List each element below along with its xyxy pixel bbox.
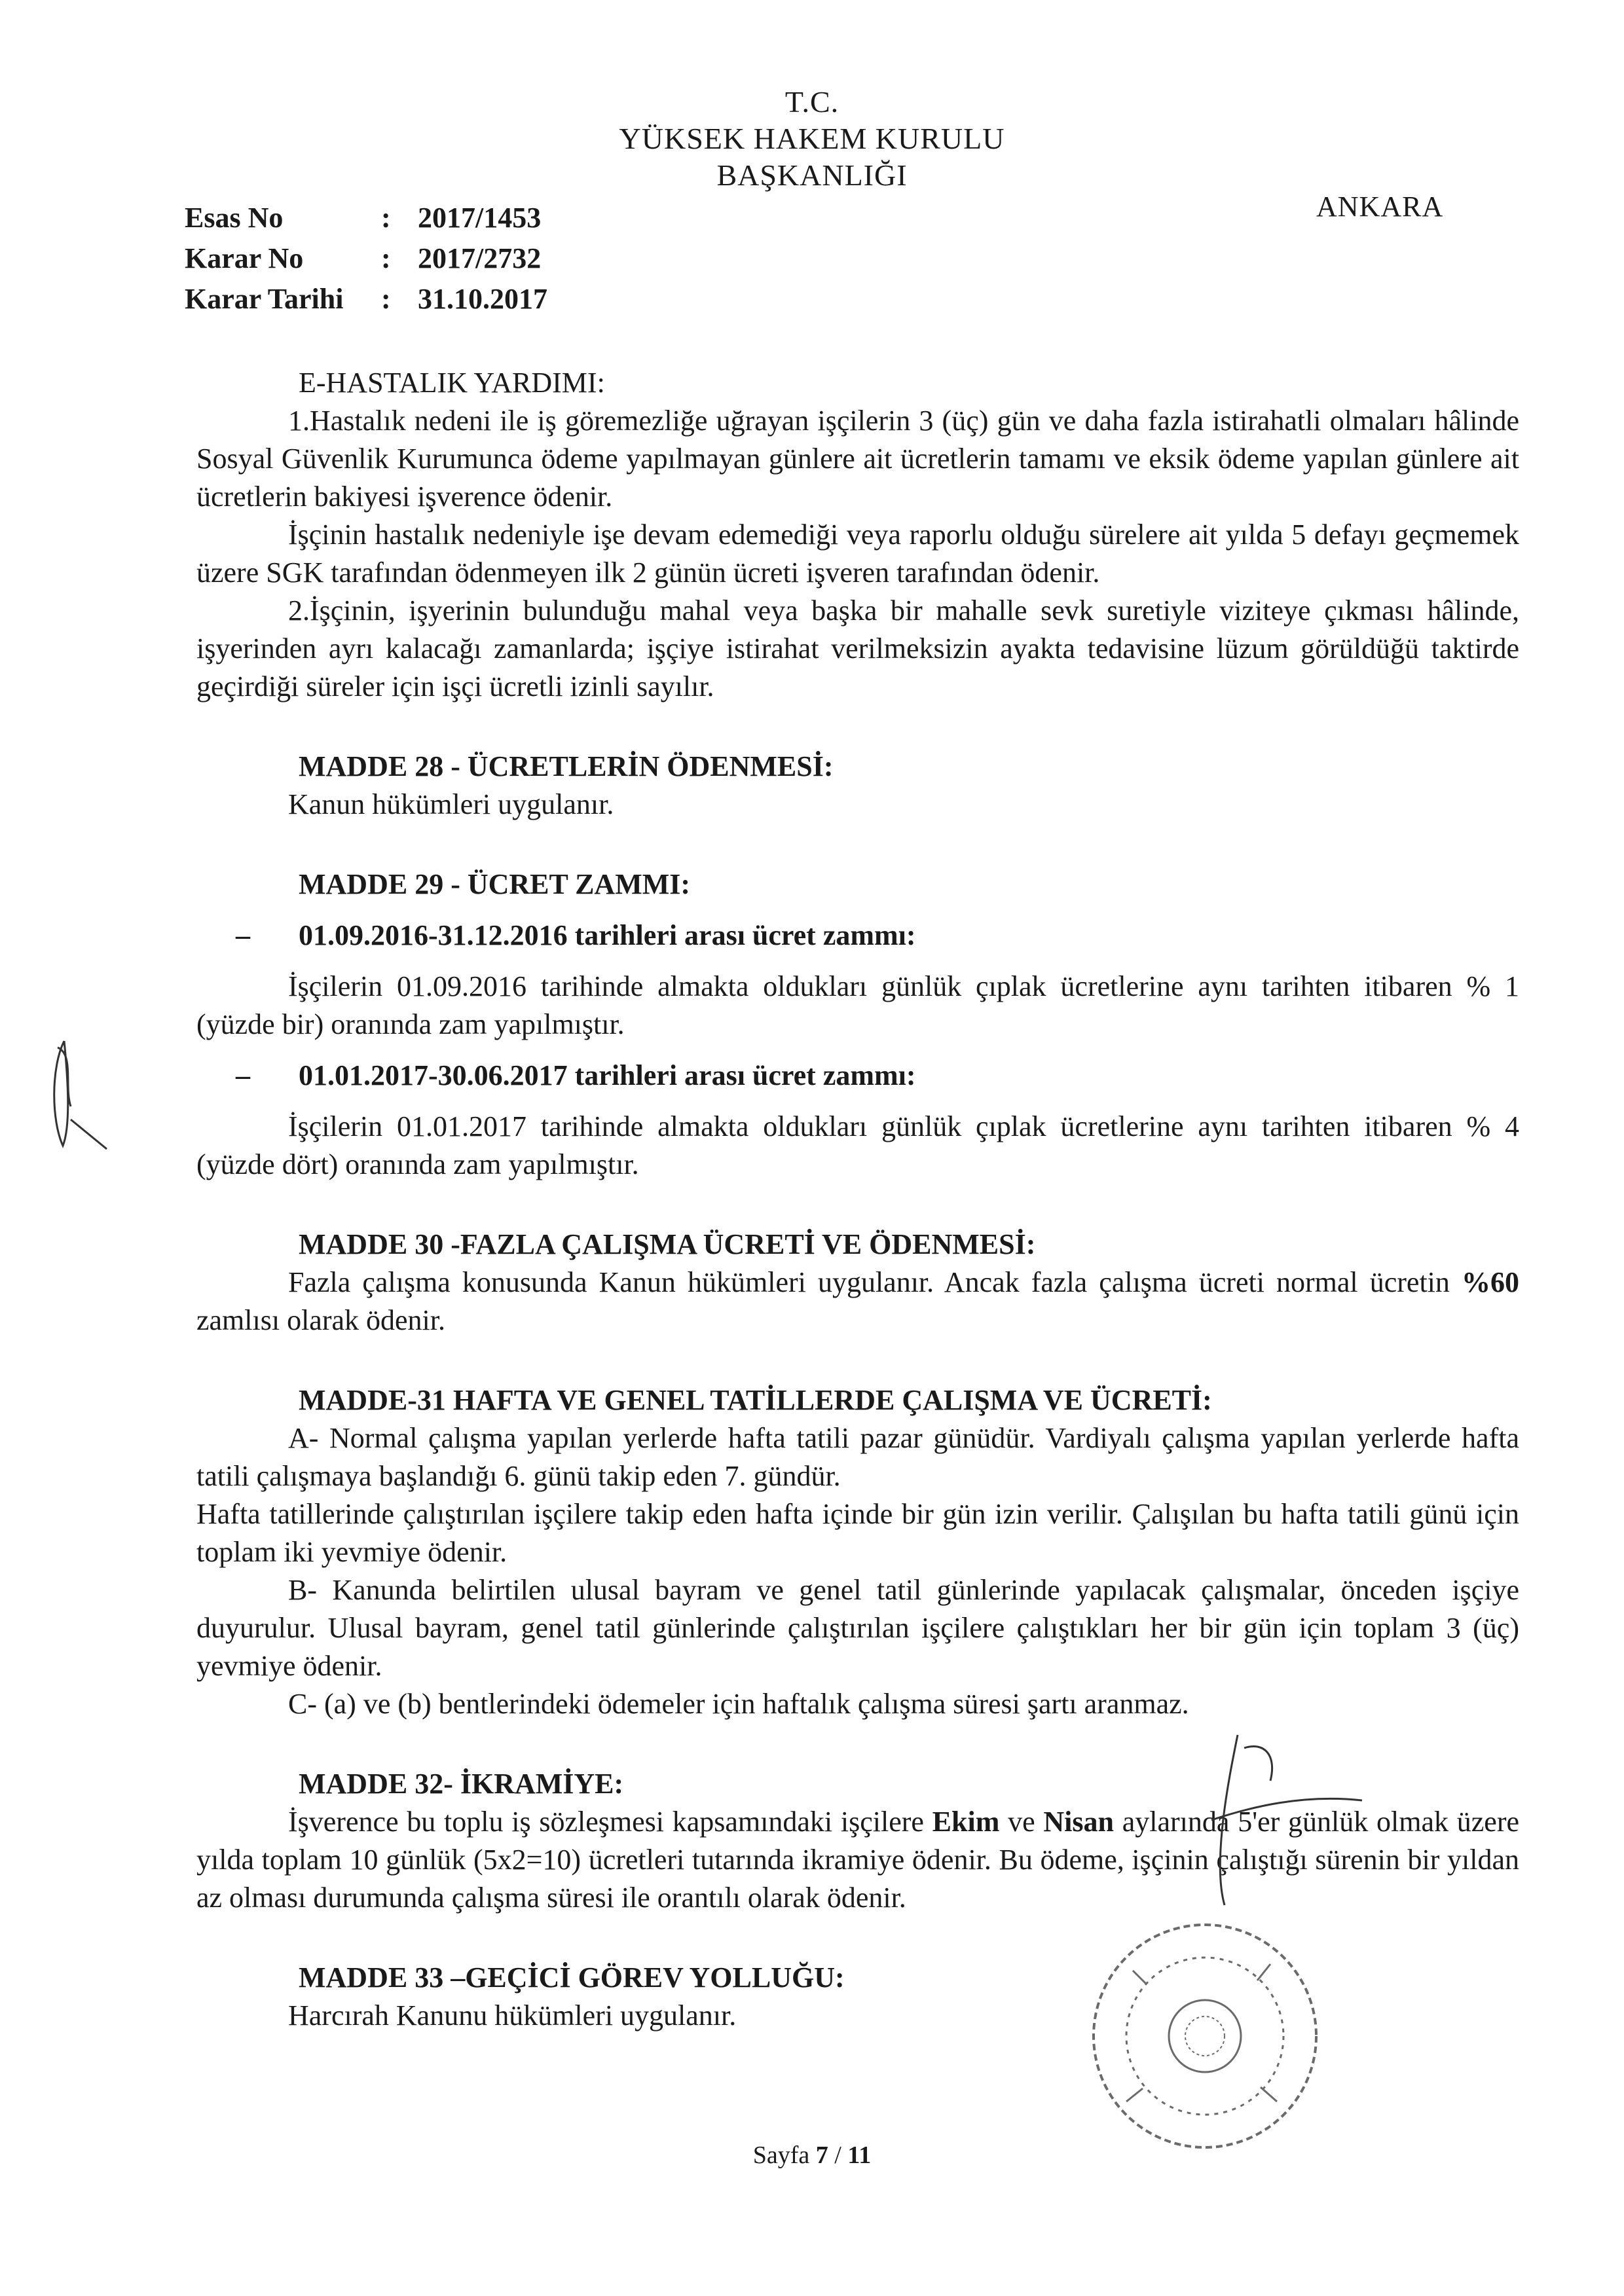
case-meta [185, 198, 547, 319]
article-33-text: Harcırah Kanunu hükümleri uygulanır. [288, 1999, 737, 2032]
meta-value: 2017/1453 [418, 202, 542, 234]
meta-row-tarih [185, 279, 547, 319]
section-e-heading: E-HASTALIK YARDIMI: [299, 367, 605, 399]
meta-label: Karar Tarihi [185, 283, 344, 315]
month-april: Nisan [1043, 1806, 1114, 1838]
article-28-heading: MADDE 28 - ÜCRETLERİN ÖDENMESİ: [299, 750, 834, 782]
article-31-heading: MADDE-31 HAFTA VE GENEL TATİLLERDE ÇALIŞMA VE ÜCRETİ: [299, 1384, 1212, 1416]
list-dash: – [236, 919, 250, 951]
article-32-heading: MADDE 32- İKRAMİYE: [299, 1768, 624, 1800]
article-31-clause-c: C- (a) ve (b) bentlerindeki ödemeler için haftalık çalışma süresi şartı aranmaz. [288, 1688, 1189, 1720]
overtime-rate: %60 [1462, 1266, 1519, 1298]
page-number: Sayfa 7 / 11 [752, 2141, 872, 2169]
meta-colon: : [381, 202, 391, 234]
article-29-text-2: İşçilerin 01.01.2017 tarihinde almakta oldukları günlük çıplak ücretlerine aynı tarihten itibaren % 4 (yüzde dört) oranında zam yapılmıştır. [196, 1110, 1519, 1180]
section-e-paragraph-2: İşçinin hastalık nedeniyle işe devam edemediği veya raporlu olduğu sürelere ait yılda 5 defayı geçmemek üzere SGK tarafından ödenmeyen ilk 2 günün ücreti işveren tarafından ödenir. [196, 519, 1519, 589]
article-31-clause-a: A- Normal çalışma yapılan yerlerde hafta tatili pazar günüdür. Vardiyalı çalışma yapılan yerlerde hafta tatili çalışmaya başlandığı 6. günü takip eden 7. gündür. [196, 1422, 1519, 1492]
article-33-heading: MADDE 33 –GEÇİCİ GÖREV YOLLUĞU: [299, 1961, 845, 1994]
page-current: 7 [815, 2141, 828, 2169]
header-institution: YÜKSEK HAKEM KURULU [619, 122, 1005, 155]
article-30-heading: MADDE 30 -FAZLA ÇALIŞMA ÜCRETİ VE ÖDENMESİ: [299, 1228, 1036, 1260]
meta-colon: : [381, 283, 391, 315]
header-tc: T.C. [784, 85, 840, 118]
official-stamp-icon [1054, 1892, 1382, 2180]
article-32-text: İşverence bu toplu iş sözleşmesi kapsamındaki işçilere Ekim ve Nisan aylarında 5'er günlük olmak üzere yılda toplam 10 günlük (5x2=10) ücretleri tutarında ikramiye ödenir. Bu ödeme, işçinin çalıştığı sürenin bir yıldan az olması durumunda çalışma süresi ile orantılı olarak ödenir. [196, 1806, 1519, 1914]
section-e-paragraph-1: 1.Hastalık nedeni ile iş göremezliğe uğrayan işçilerin 3 (üç) gün ve daha fazla istirahatli olmaları hâlinde Sosyal Güvenlik Kurumunca ödeme yapılmayan günlere ait ücretlerin tamamı ve eksik ödeme yapılan günlere ait ücretlerin bakiyesi işverence ödenir. [196, 405, 1519, 513]
article-29-subheading-2: – 01.01.2017-30.06.2017 tarihleri arası ücret zammı: [299, 1057, 1519, 1095]
header-city: ANKARA [1316, 191, 1444, 223]
list-dash: – [236, 1059, 250, 1091]
signature-scribble-icon [1172, 1728, 1369, 1912]
document-header [0, 84, 1624, 194]
article-29-subheading-1: – 01.09.2016-31.12.2016 tarihleri arası ücret zammı: [299, 917, 1519, 955]
meta-value: 2017/2732 [418, 242, 542, 274]
margin-initial-signature-icon [45, 1028, 117, 1159]
article-31-clause-b: B- Kanunda belirtilen ulusal bayram ve genel tatil günlerinde yapılacak çalışmalar, önceden işçiye duyurulur. Ulusal bayram, genel tatil günlerinde çalıştırılan işçilere çalıştıkları her bir gün için toplam 3 (üç) yevmiye ödenir. [196, 1574, 1519, 1682]
section-e-paragraph-3: 2.İşçinin, işyerinin bulunduğu mahal veya başka bir mahalle sevk suretiyle viziteye çıkması hâlinde, işyerinden ayrı kalacağı zamanlarda; işçiye istirahat verilmeksizin ayakta tedavisine lüzum görüldüğü taktirde geçirdiği süreler için işçi ücretli izinli sayılır. [196, 594, 1519, 702]
article-29-heading: MADDE 29 - ÜCRET ZAMMI: [299, 868, 691, 900]
article-29-text-1: İşçilerin 01.09.2016 tarihinde almakta oldukları günlük çıplak ücretlerine aynı tarihten itibaren % 1 (yüzde bir) oranında zam yapılmıştır. [196, 970, 1519, 1040]
meta-colon: : [381, 242, 391, 274]
meta-label: Karar No [185, 242, 304, 274]
meta-row-karar [185, 238, 547, 279]
meta-label: Esas No [185, 202, 284, 234]
page-total: 11 [847, 2141, 872, 2169]
article-31-clause-a-continued: Hafta tatillerinde çalıştırılan işçilere takip eden hafta içinde bir gün izin verilir. Çalışılan bu hafta tatili günü için toplam iki yevmiye ödenir. [196, 1498, 1519, 1568]
article-30-text: Fazla çalışma konusunda Kanun hükümleri uygulanır. Ancak fazla çalışma ücreti normal ücretin %60 zamlısı olarak ödenir. [196, 1266, 1519, 1336]
meta-row-esas [185, 198, 547, 238]
article-28-text: Kanun hükümleri uygulanır. [288, 788, 614, 820]
meta-value: 31.10.2017 [418, 283, 547, 315]
month-october: Ekim [932, 1806, 1000, 1838]
header-presidency: BAŞKANLIĞI [716, 158, 908, 192]
